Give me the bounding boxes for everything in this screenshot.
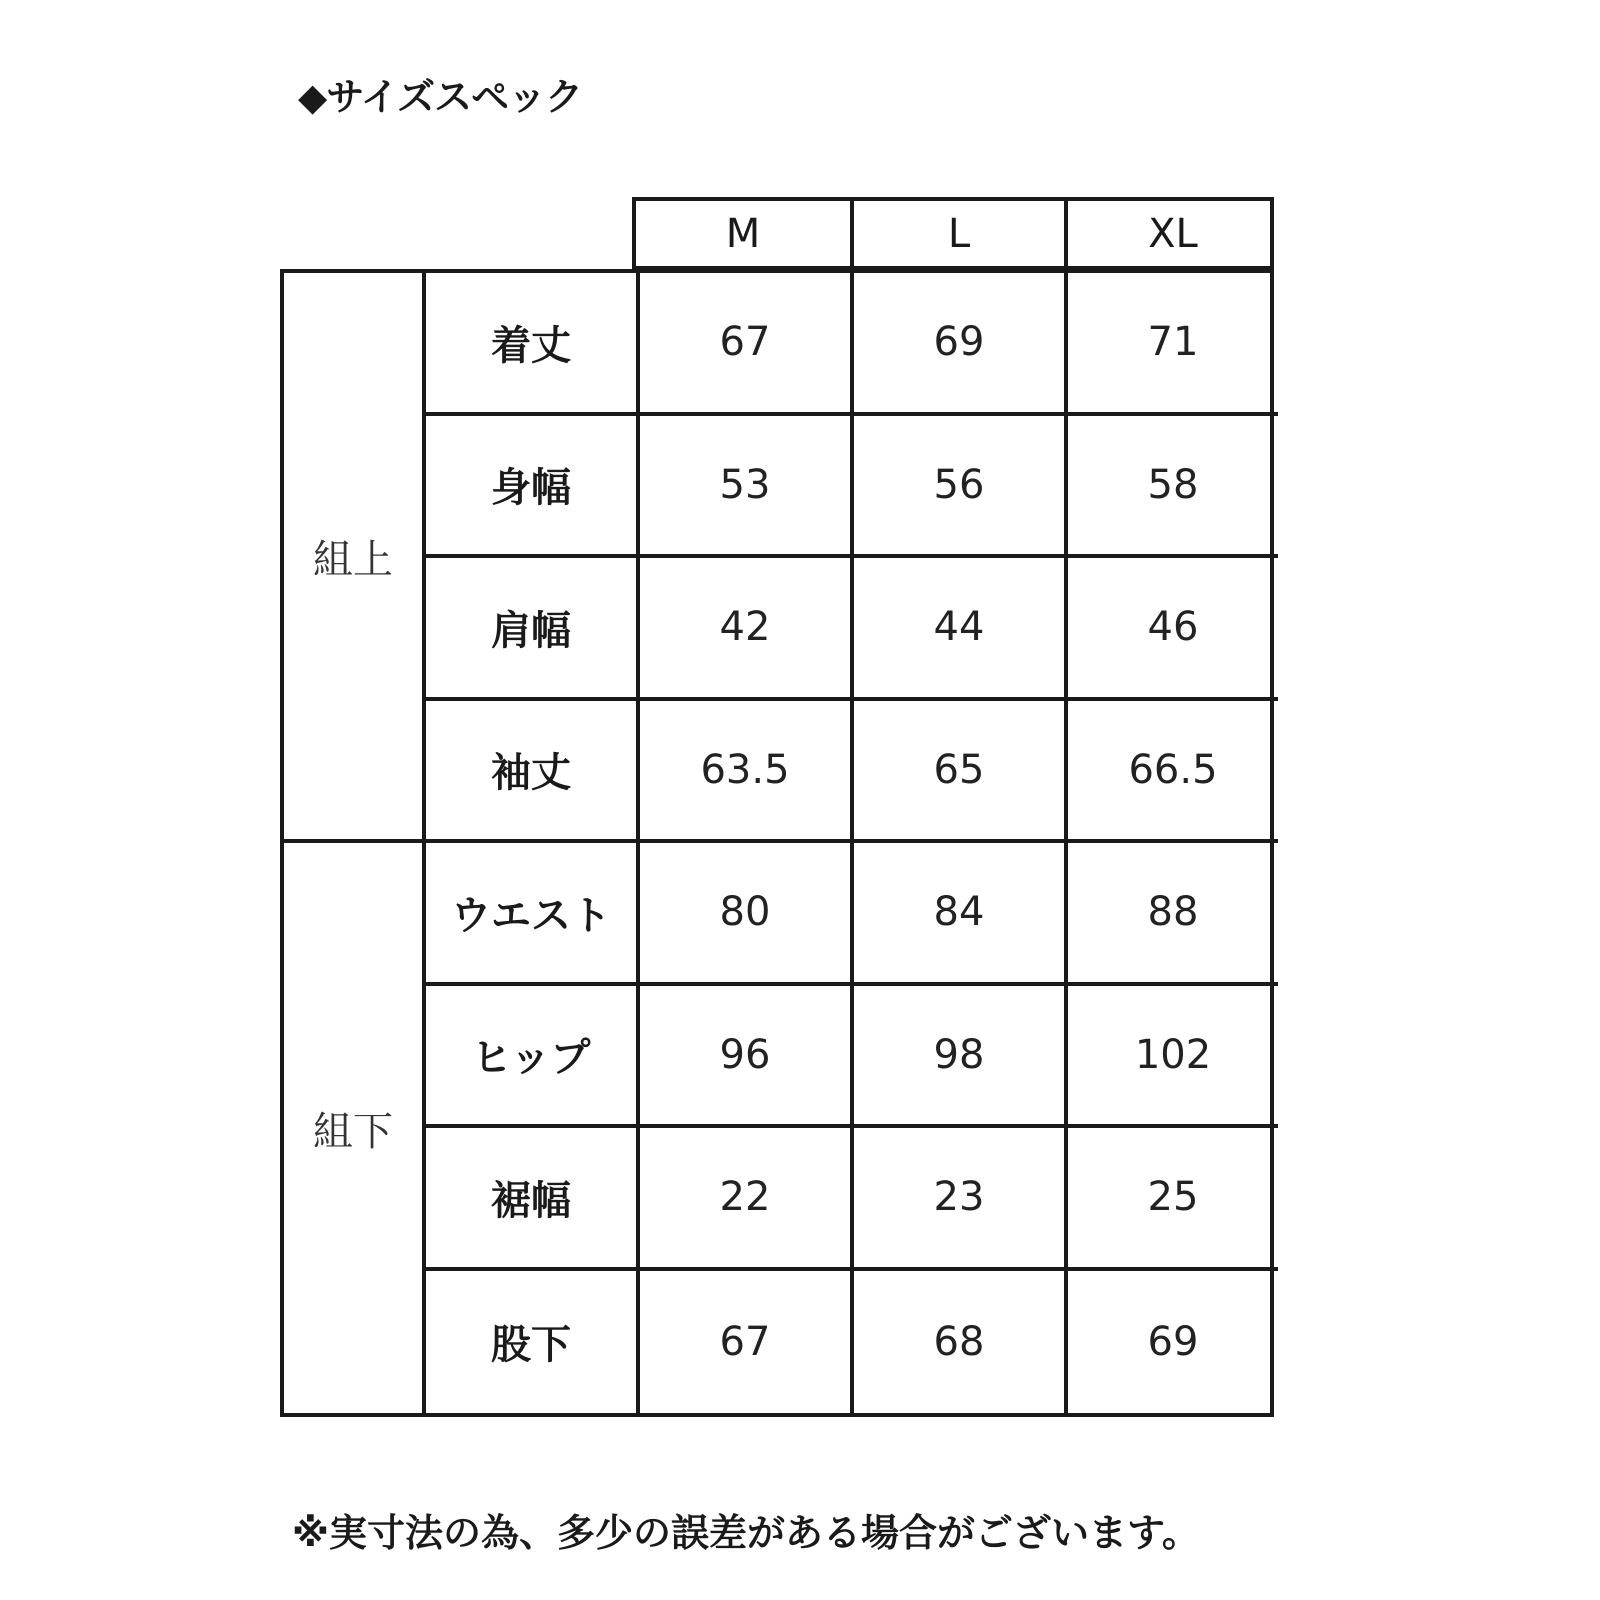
group-label-bottom: 組下 [284, 843, 426, 1413]
table-cell: 44 [854, 558, 1068, 701]
size-header-xl: XL [1064, 201, 1278, 266]
table-cell: 102 [1068, 986, 1278, 1129]
size-header-row [632, 197, 1274, 270]
table-cell: 84 [854, 843, 1068, 986]
table-cell: 67 [640, 273, 854, 416]
table-cell: 53 [640, 416, 854, 559]
table-cell: 22 [640, 1128, 854, 1271]
row-label: 着丈 [426, 273, 640, 416]
table-cell: 98 [854, 986, 1068, 1129]
group-label-top: 組上 [284, 273, 426, 843]
table-cell: 80 [640, 843, 854, 986]
page-title: ◆サイズスペック [298, 75, 583, 119]
table-cell: 69 [1147, 1318, 1199, 1365]
row-label: ウエスト [426, 843, 640, 986]
size-header-m: M [725, 210, 761, 257]
footnote: ※実寸法の為、多少の誤差がある場合がございます。 [292, 1511, 1200, 1555]
row-label: 袖丈 [426, 701, 640, 844]
row-label: 肩幅 [426, 558, 640, 701]
table-cell: 69 [854, 273, 1068, 416]
table-cell: 71 [1068, 273, 1278, 416]
table-cell: 65 [854, 701, 1068, 844]
table-cell: 56 [854, 416, 1068, 559]
size-spec-table [280, 269, 1274, 1417]
table-cell: 23 [854, 1128, 1068, 1271]
row-label: 裾幅 [426, 1128, 640, 1271]
table-cell: 42 [640, 558, 854, 701]
table-cell: 58 [1068, 416, 1278, 559]
table-cell: 63.5 [640, 701, 854, 844]
table-cell: 96 [640, 986, 854, 1129]
table-cell: 25 [1068, 1128, 1278, 1271]
table-cell: 46 [1068, 558, 1278, 701]
table-cell: 66.5 [1068, 701, 1278, 844]
table-cell: 67 [640, 1271, 854, 1414]
table-cell: 88 [1068, 843, 1278, 986]
size-header-l: L [850, 201, 1064, 266]
row-label: ヒップ [426, 986, 640, 1129]
row-label: 股下 [426, 1271, 640, 1414]
table-cell: 68 [854, 1271, 1068, 1414]
row-label: 身幅 [426, 416, 640, 559]
